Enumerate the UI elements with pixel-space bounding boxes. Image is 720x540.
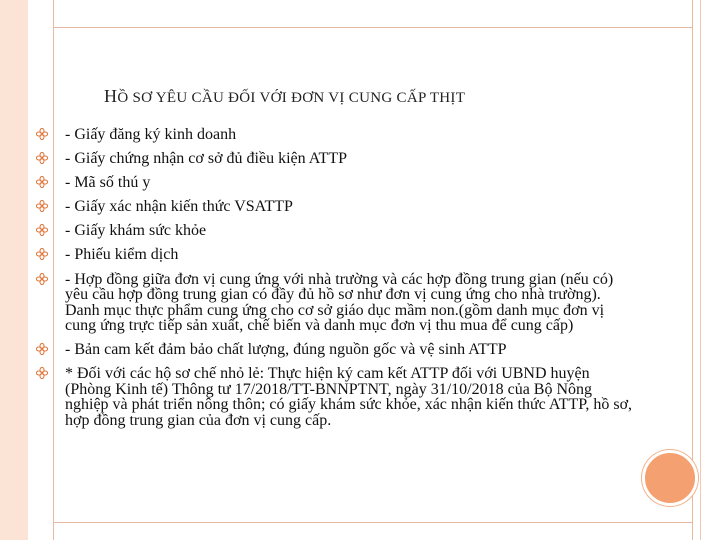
right-frame-line <box>692 0 693 540</box>
flower-bullet-icon <box>36 152 48 164</box>
list-item-text: - Giấy xác nhận kiến thức VSATTP <box>65 198 293 216</box>
list-item-text: - Phiếu kiểm dịch <box>65 246 179 264</box>
flower-bullet-icon <box>36 176 48 188</box>
list-item-text: - Mã số thú y <box>65 174 151 192</box>
top-frame-line <box>53 27 693 28</box>
list-item-text: - Bản cam kết đảm bảo chất lượng, đúng nguồn gốc và vệ sinh ATTP <box>65 341 507 359</box>
slide-title <box>104 86 664 107</box>
flower-bullet-icon <box>36 128 48 140</box>
list-item-text: - Giấy chứng nhận cơ sở đủ điều kiện ATTP <box>65 150 347 168</box>
list-item <box>36 272 636 334</box>
list-item <box>36 223 636 239</box>
flower-bullet-icon <box>36 224 48 236</box>
bottom-frame-line <box>53 522 693 523</box>
flower-bullet-icon <box>36 200 48 212</box>
left-decorative-band <box>0 0 28 540</box>
flower-bullet-icon <box>36 273 48 285</box>
list-item <box>36 366 636 428</box>
list-item <box>36 199 636 215</box>
list-item-text: * Đối với các hộ sơ chế nhỏ lẻ: Thực hiện ký cam kết ATTP đối với UBND huyện (Phòng Kinh tế) Thông tư 17/2018/TT-BNNPTNT, ngày 31/10/2018 của Bộ Nông nghiệp và phát triển nông thôn; có giấy khám sức khỏe, xác nhận kiến thức ATTP, hồ sơ, hợp đồng trung gian của đơn vị cung cấp. <box>65 365 633 429</box>
list-item <box>36 247 636 263</box>
list-item <box>36 151 636 167</box>
right-frame-line-outer <box>700 0 701 540</box>
decorative-circle <box>642 450 698 506</box>
flower-bullet-icon <box>36 248 48 260</box>
title-rest: Ồ SƠ YÊU CẦU ĐỐI VỚI ĐƠN VỊ CUNG CẤP THỊT <box>117 90 466 106</box>
list-item <box>36 175 636 191</box>
list-item-text: - Hợp đồng giữa đơn vị cung ứng với nhà trường và các hợp đồng trung gian (nếu có) yêu cầu hợp đồng trung gian có đầy đủ hồ sơ như đơn vị cung ứng cho nhà trường). Danh mục thực phẩm cung ứng cho cơ sở giáo dục mầm non.(gồm danh mục đơn vị cung ứng trực tiếp sản xuất, chế biến và danh mục đơn vị thu mua để cung cấp) <box>65 270 614 335</box>
list-item-text: - Giấy khám sức khỏe <box>65 222 207 240</box>
list-item <box>36 127 636 143</box>
list-item <box>36 342 636 358</box>
title-first-letter: H <box>104 86 118 106</box>
flower-bullet-icon <box>36 343 48 355</box>
flower-bullet-icon <box>36 367 48 379</box>
requirements-list <box>36 127 636 437</box>
list-item-text: - Giấy đăng ký kinh doanh <box>65 126 237 143</box>
